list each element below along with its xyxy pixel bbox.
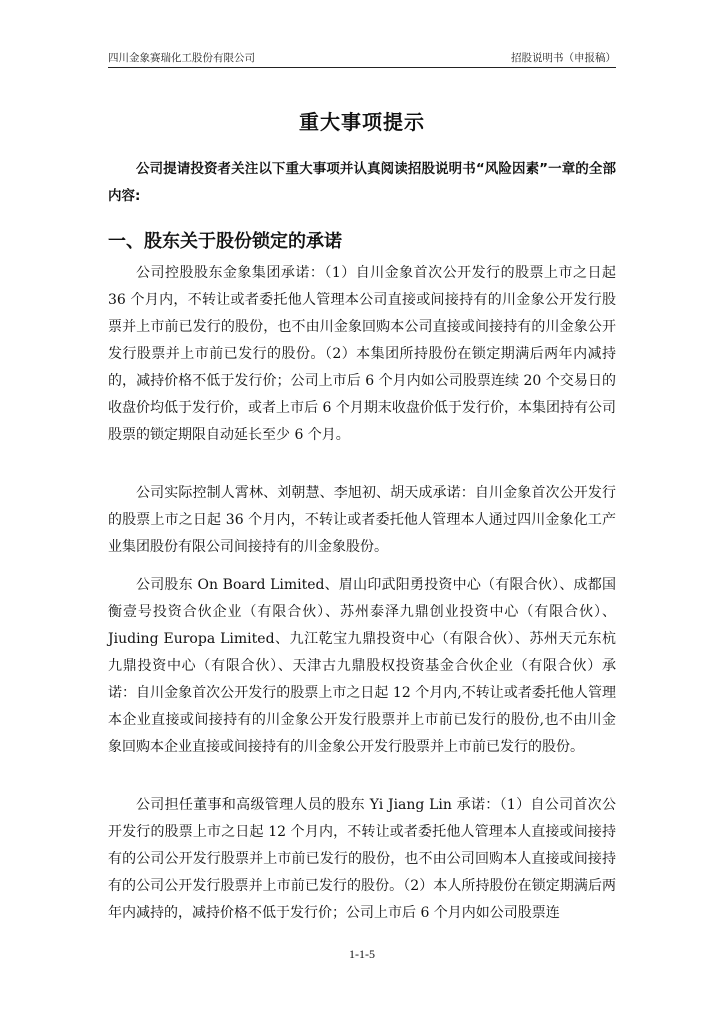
intro-paragraph: 公司提请投资者关注以下重大事项并认真阅读招股说明书“风险因素”一章的全部内容: (108, 161, 616, 204)
header-document-type: 招股说明书（申报稿） (511, 52, 616, 64)
page-header (108, 50, 616, 66)
header-divider (108, 67, 616, 68)
paragraph-director-shareholder: 公司担任董事和高级管理人员的股东 Yi Jiang Lin 承诺：（1）自公司首次公开发行的股票上市之日起 12 个月内，不转让或者委托他人管理本人直接或间接持有的公司公开发行股票并上市前已发行的股份，也不由公司回购本人直接或间接持有的公司公开发行股票并上市前已发行的股份。（2）本人所持股份在锁定期满后两年内减持的，减持价格不低于发行价；公司上市后 6 个月内如公司股票连 (108, 797, 616, 921)
header-company-name: 四川金象赛瑞化工股份有限公司 (108, 52, 255, 64)
page-title: 重大事项提示 (299, 110, 425, 134)
paragraph-controlling-shareholder: 公司控股股东金象集团承诺：（1）自川金象首次公开发行的股票上市之日起 36 个月内，不转让或者委托他人管理本公司直接或间接持有的川金象公开发行股票并上市前已发行的股份，也不由川金象回购本公司直接或间接持有的川金象公开发行股票并上市前已发行的股份。（2）本集团所持股份在锁定期满后两年内减持的，减持价格不低于发行价；公司上市后 6 个月内如公司股票连续 20 个交易日的收盘价均低于发行价，或者上市后 6 个月期末收盘价低于发行价，本集团持有公司股票的锁定期限自动延长至少 6 个月。 (108, 265, 616, 443)
paragraph-actual-controllers: 公司实际控制人霄林、刘朝慧、李旭初、胡天成承诺：自川金象首次公开发行的股票上市之日起 36 个月内，不转让或者委托他人管理本人通过四川金象化工产业集团股份有限公司间接持有的川金象股份。 (108, 485, 616, 555)
section-heading: 一、股东关于股份锁定的承诺 (108, 231, 342, 252)
paragraph-institutional-shareholders: 公司股东 On Board Limited、眉山印武阳勇投资中心（有限合伙）、成都国衡壹号投资合伙企业（有限合伙）、苏州泰泽九鼎创业投资中心（有限合伙）、Jiuding Europa Limited、九江乾宝九鼎投资中心（有限合伙）、苏州天元东杭九鼎投资中心（有限合伙）、天津古九鼎股权投资基金合伙企业（有限合伙）承诺：自川金象首次公开发行的股票上市之日起 12 个月内,不转让或者委托他人管理本企业直接或间接持有的川金象公开发行股票并上市前已发行的股份,也不由川金象回购本企业直接或间接持有的川金象公开发行股票并上市前已发行的股份。 (108, 577, 616, 755)
page-number: 1-1-5 (349, 947, 375, 961)
